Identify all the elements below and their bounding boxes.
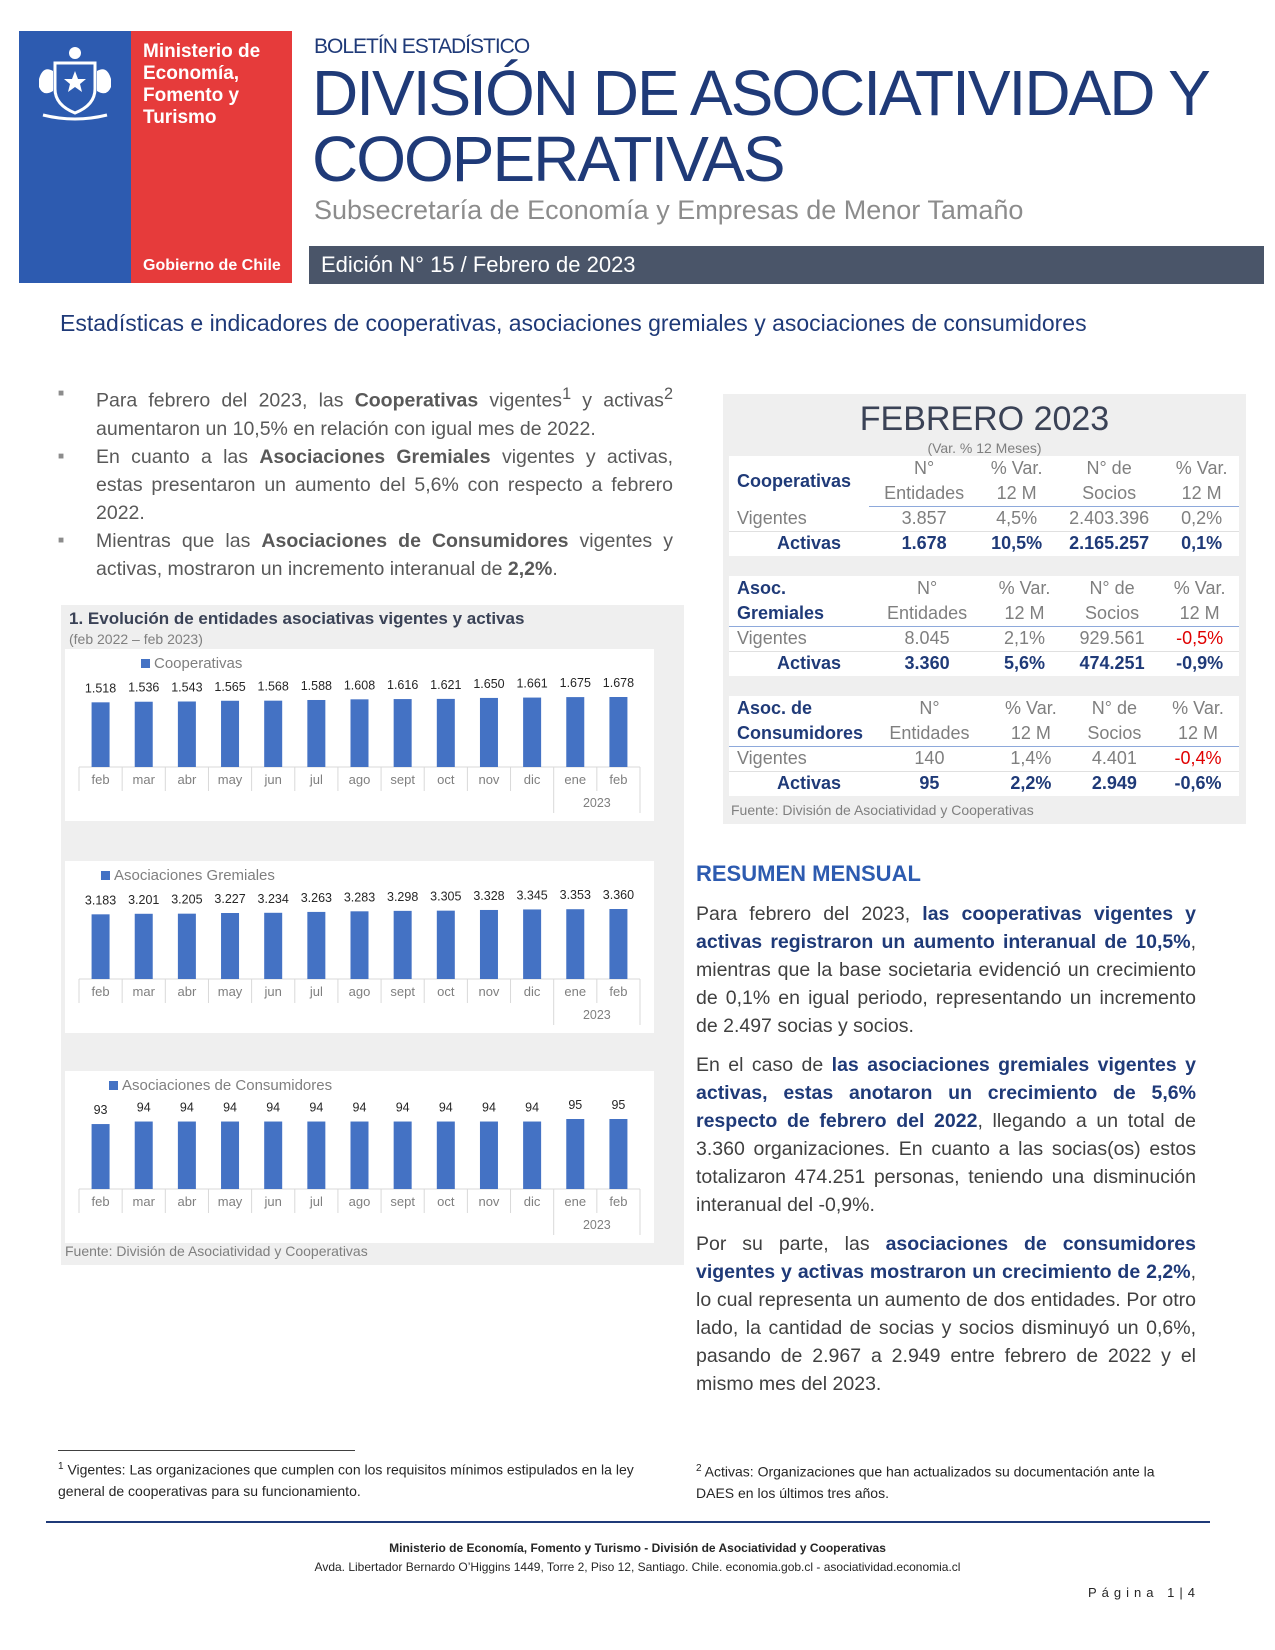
tick-label: mar (132, 984, 155, 999)
bar (307, 700, 325, 767)
data-label: 3.328 (473, 888, 505, 903)
chile-coat-of-arms-icon (33, 43, 117, 123)
data-label: 1.650 (473, 676, 505, 691)
data-label: 94 (352, 1100, 367, 1115)
table-row: Activas 3.360 5,6% 474.251 -0,9% (729, 651, 1239, 676)
data-label: 1.543 (171, 680, 203, 695)
bar (523, 698, 541, 767)
logo-government-text: Gobierno de Chile (143, 257, 281, 274)
charts-source: Fuente: División de Asociatividad y Cooperativas (65, 1243, 368, 1259)
data-label: 94 (266, 1100, 281, 1115)
bar (523, 909, 541, 979)
highlights-list (58, 380, 673, 583)
data-label: 1.588 (300, 678, 332, 693)
tick-label: sept (390, 772, 415, 787)
data-label: 94 (395, 1100, 410, 1115)
data-label: 3.345 (516, 888, 548, 903)
tick-label: nov (478, 1194, 500, 1209)
data-label: 3.201 (128, 892, 160, 907)
summary-section-title: RESUMEN MENSUAL (696, 861, 921, 886)
bar (523, 1122, 541, 1189)
charts-panel (61, 605, 684, 1265)
tick-label: nov (478, 984, 500, 999)
footer-ministry: Ministerio de Economía, Fomento y Turismo - División de Asociatividad y Cooperativas (389, 1541, 886, 1555)
tick-label: feb (609, 772, 628, 787)
tick-label: ago (348, 772, 371, 787)
summary-paragraph: Por su parte, las asociaciones de consumidores vigentes y activas mostraron un crecimiento de 2,2%, lo cual representa un aumento de dos entidades. Por otro lado, la cantidad de socias y socios disminuyó un 0,6%, pasando de 2.967 a 2.949 entre febrero de 2022 y el mismo mes del 2023. (696, 1233, 1196, 1395)
summary-block-gremiales: Asoc. N° % Var. N° de % Var. Gremiales Entidades 12 M Socios 12 M Vigentes 8.045 2,1% 929.561 -0,5% Activas 3.360 5,6% 474.251 -0,9% (729, 576, 1239, 676)
summary-block-consumidores: Asoc. de N° % Var. N° de % Var. Consumidores Entidades 12 M Socios 12 M Vigentes 140 1,4% 4.401 -0,4% Activas 95 2,2% 2.949 -0,6% (729, 696, 1239, 796)
bar (92, 1124, 110, 1189)
data-label: 1.608 (343, 678, 376, 693)
data-label: 1.678 (602, 676, 635, 690)
legend-label: Asociaciones de Consumidores (122, 1077, 333, 1094)
legend-swatch (141, 659, 150, 668)
tick-label: feb (609, 1194, 628, 1209)
summary-paragraph: En el caso de las asociaciones gremiales vigentes y activas, estas anotaron un crecimiento de 5,6% respecto de febrero del 2022, llegando a un total de 3.360 organizaciones. En cuanto a las socias(os) estos totalizaron 474.251 personas, teniendo una disminución interanual del -0,9%. (696, 1054, 1196, 1216)
footnote-separator (58, 1450, 355, 1451)
footer-address: Avda. Libertador Bernardo O’Higgins 1449, Torre 2, Piso 12, Santiago. Chile. economia.gob.cl - asociatividad.economia.cl (314, 1560, 961, 1574)
footnote-2: $^2$ Activas: Organizaciones que han actualizados su documentación ante la DAES en los últimos tres años. (696, 1463, 1155, 1501)
year-label: 2023 (582, 796, 611, 810)
data-label: 95 (611, 1098, 626, 1112)
tick-label: sept (390, 1194, 415, 1209)
year-label: 2023 (582, 1008, 611, 1022)
tick-label: dic (523, 1194, 541, 1209)
bar (92, 702, 110, 767)
bar (480, 1122, 498, 1189)
bar (437, 699, 455, 767)
bar-chart-cooperativas (65, 649, 654, 821)
data-label: 1.565 (214, 679, 246, 694)
chart-cooperativas (65, 649, 654, 821)
bar (394, 1122, 412, 1189)
bulletin-kicker: BOLETÍN ESTADÍSTICO (314, 35, 530, 58)
bar (221, 913, 239, 979)
data-label: 1.675 (559, 676, 591, 691)
tick-label: feb (91, 1194, 110, 1209)
data-label: 3.360 (602, 888, 635, 902)
summary-source: Fuente: División de Asociatividad y Cooperativas (731, 802, 1034, 818)
bar-chart-gremiales (65, 861, 654, 1033)
footer-divider (46, 1521, 1210, 1523)
section-heading: Estadísticas e indicadores de cooperativas, asociaciones gremiales y asociaciones de consumidores (60, 310, 1087, 336)
bar (394, 911, 412, 979)
legend-swatch (109, 1081, 118, 1090)
tick-label: nov (478, 772, 500, 787)
data-label: 94 (309, 1100, 324, 1115)
bar (307, 912, 325, 979)
tick-label: dic (523, 984, 541, 999)
bar (609, 1119, 627, 1189)
data-label: 3.283 (343, 890, 376, 905)
data-label: 94 (438, 1100, 453, 1115)
tick-label: oct (437, 984, 455, 999)
charts-heading: 1. Evolución de entidades asociativas vigentes y activas (69, 609, 525, 628)
data-label: 94 (525, 1100, 540, 1115)
bar (609, 697, 627, 767)
bar (480, 698, 498, 767)
tick-label: sept (390, 984, 415, 999)
logo-red-field (131, 31, 292, 283)
footnote-1: $^1$ Vigentes: Las organizaciones que cumplen con los requisitos mínimos estipulados en la ley general de cooperativas para su funcionamiento. (58, 1461, 634, 1499)
bar (394, 699, 412, 767)
category-label: Asoc. de (737, 698, 813, 718)
table-row: Vigentes 140 1,4% 4.401 -0,4% (729, 746, 1239, 771)
data-label: 3.234 (257, 891, 289, 906)
tick-label: jun (264, 772, 282, 787)
tick-label: abr (177, 984, 197, 999)
bar (437, 911, 455, 979)
tick-label: ago (348, 984, 371, 999)
logo-ministry-text: Ministerio de Economía, Fomento y Turismo (143, 41, 261, 128)
bar (135, 914, 153, 979)
data-label: 3.305 (430, 889, 462, 904)
data-label: 94 (482, 1100, 496, 1115)
data-label: 94 (136, 1100, 151, 1115)
chart-consumidores (65, 1071, 654, 1243)
table-row: Activas 95 2,2% 2.949 -0,6% (729, 771, 1239, 796)
bar (135, 1122, 153, 1189)
data-label: 1.616 (387, 678, 419, 693)
tick-label: ene (564, 1194, 587, 1209)
bar-chart-consumidores (65, 1071, 654, 1243)
tick-label: oct (437, 1194, 455, 1209)
table-row: Vigentes 8.045 2,1% 929.561 -0,5% (729, 626, 1239, 651)
bar (307, 1122, 325, 1189)
data-label: 1.661 (516, 676, 548, 691)
highlight-item: ■ Para febrero del 2023, las Cooperativas vigentes$^1$ y activas$^2$ aumentaron un 10,5% en relación con igual mes de 2022. (58, 380, 673, 443)
tick-label: mar (132, 1194, 155, 1209)
legend-swatch (101, 871, 110, 880)
bar (264, 913, 282, 979)
chart-gremiales (65, 861, 654, 1033)
legend-label: Asociaciones Gremiales (114, 867, 275, 884)
tick-label: dic (523, 772, 541, 787)
data-label: 3.227 (214, 892, 246, 907)
summary-note: (Var. % 12 Meses) (927, 440, 1042, 456)
tick-label: feb (609, 984, 628, 999)
summary-paragraph: Para febrero del 2023, las cooperativas vigentes y activas registraron un aumento interanual de 10,5%, mientras que la base societaria evidenció un crecimiento de 0,1% en igual periodo, representando un incremento de 2.497 socias y socios. (696, 903, 1197, 1037)
year-label: 2023 (582, 1218, 611, 1232)
page-subtitle: Subsecretaría de Economía y Empresas de Menor Tamaño (314, 195, 1024, 225)
edition-bar: Edición N° 15 / Febrero de 2023 (309, 246, 1264, 284)
tick-label: abr (177, 1194, 197, 1209)
summary-block-cooperativas: Cooperativas N° % Var. N° de % Var. Entidades 12 M Socios 12 M Vigentes 3.857 4,5% 2.403.396 0,2% Activas 1.678 10,5% 2.165.257 0,1% (729, 456, 1239, 556)
bar (566, 1119, 584, 1189)
charts-range: (feb 2022 – feb 2023) (69, 631, 203, 647)
summary-panel (723, 394, 1246, 824)
data-label: 95 (568, 1098, 583, 1112)
data-label: 1.518 (84, 681, 117, 696)
data-label: 94 (223, 1100, 237, 1115)
tick-label: jul (309, 984, 323, 999)
tick-label: may (217, 772, 243, 787)
tick-label: jul (309, 1194, 323, 1209)
summary-title: FEBRERO 2023 (859, 400, 1110, 438)
tick-label: jul (309, 772, 323, 787)
bar (178, 1122, 196, 1189)
bar (221, 701, 239, 767)
bar (264, 701, 282, 767)
highlight-item: ■ En cuanto a las Asociaciones Gremiales vigentes y activas, estas presentaron un aumento del 5,6% con respecto a febrero 2022. (58, 443, 673, 527)
page-number: Página 1|4 (1088, 1585, 1200, 1600)
tick-label: jun (264, 984, 282, 999)
bar (178, 914, 196, 979)
bar (566, 697, 584, 767)
legend-label: Cooperativas (154, 655, 243, 672)
bar (351, 911, 369, 979)
data-label: 1.568 (257, 679, 289, 694)
tick-label: may (217, 1194, 243, 1209)
bar (221, 1122, 239, 1189)
highlight-item: ■ Mientras que las Asociaciones de Consumidores vigentes y activas, mostraron un incremento interanual de 2,2%. (58, 527, 673, 583)
tick-label: oct (437, 772, 455, 787)
data-label: 3.205 (171, 892, 203, 907)
tick-label: jun (264, 1194, 282, 1209)
data-label: 3.183 (84, 893, 117, 908)
bar (480, 910, 498, 979)
bar (351, 1122, 369, 1189)
data-label: 1.536 (128, 680, 160, 695)
tick-label: ago (348, 1194, 371, 1209)
table-row: Vigentes 3.857 4,5% 2.403.396 0,2% (729, 506, 1239, 531)
bar (135, 702, 153, 767)
ministry-logo (19, 31, 292, 283)
data-label: 1.621 (430, 677, 462, 692)
data-label: 94 (179, 1100, 194, 1115)
bar (264, 1122, 282, 1189)
bar (178, 701, 196, 767)
bar (566, 909, 584, 979)
monthly-summary (696, 900, 1196, 1409)
logo-blue-field (19, 31, 131, 283)
page-title: DIVISIÓN DE ASOCIATIVIDAD Y COOPERATIVAS (312, 57, 1208, 195)
tick-label: ene (564, 772, 587, 787)
table-row: Activas 1.678 10,5% 2.165.257 0,1% (729, 531, 1239, 556)
tick-label: mar (132, 772, 155, 787)
data-label: 93 (93, 1103, 108, 1118)
data-label: 3.353 (559, 888, 591, 903)
category-label: Asoc. (737, 578, 787, 598)
bar (609, 909, 627, 979)
category-label: Cooperativas (737, 470, 852, 491)
tick-label: abr (177, 772, 197, 787)
bar (437, 1122, 455, 1189)
data-label: 3.263 (300, 890, 332, 905)
tick-label: feb (91, 984, 110, 999)
bar (351, 699, 369, 767)
tick-label: ene (564, 984, 587, 999)
bar (92, 914, 110, 979)
tick-label: feb (91, 772, 110, 787)
data-label: 3.298 (387, 889, 419, 904)
tick-label: may (217, 984, 243, 999)
